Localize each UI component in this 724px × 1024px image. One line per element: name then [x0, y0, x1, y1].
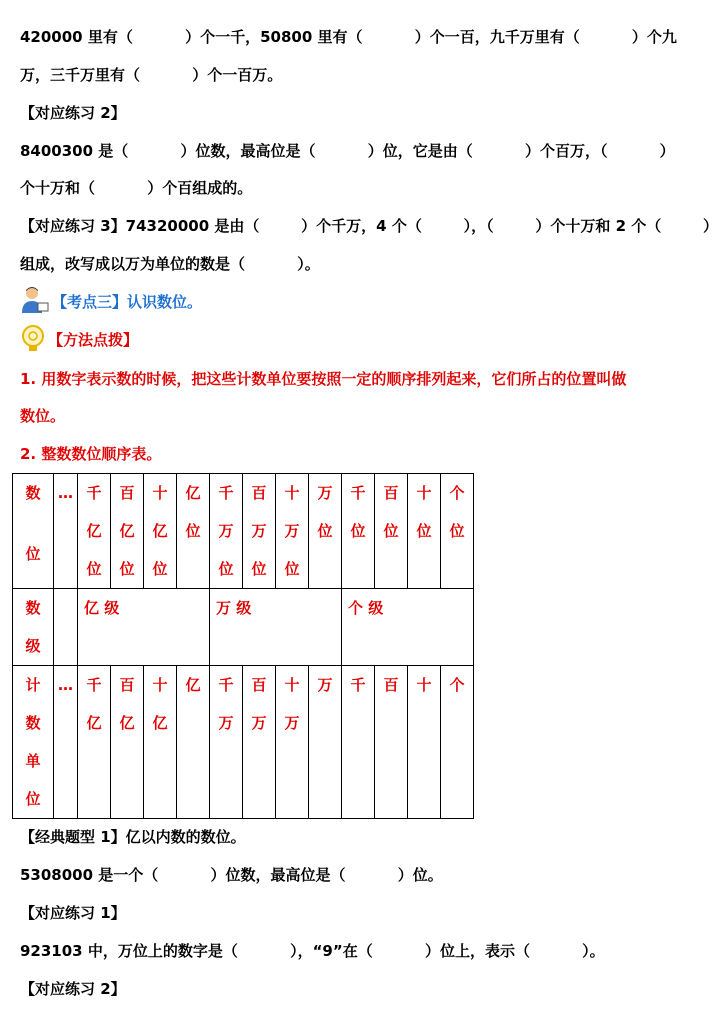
- cell-baiwei: 百 位: [375, 474, 408, 589]
- cell-qianwanwei: 千 万 位: [210, 474, 243, 589]
- cell-shiwei: 十 位: [408, 474, 441, 589]
- unit-qianyi: 千 亿: [78, 666, 111, 819]
- unit-baiwan: 百 万: [243, 666, 276, 819]
- level-yi: 亿 级: [78, 589, 210, 666]
- question-line-6: 【对应练习 3】74320000 是由（ ）个千万，4 个（ ），（ ）个十万和 2 个（ ）: [20, 217, 719, 235]
- teacher-icon: [18, 285, 50, 315]
- question-line-7: 组成，改写成以万为单位的数是（ ）。: [20, 255, 320, 273]
- level-wan: 万 级: [210, 589, 342, 666]
- unit-baiyi: 百 亿: [111, 666, 144, 819]
- row-header-jishudanwei: 计 数 单 位: [13, 666, 54, 819]
- question-line-4: 8400300 是（ ）位数，最高位是（ ）位，它是由（ ）个百万，（ ）: [20, 142, 675, 160]
- unit-shiyi: 十 亿: [144, 666, 177, 819]
- exercise-heading-2: 【对应练习 2】: [20, 104, 126, 122]
- section-title-kaodian: 【考点三】认识数位。: [52, 293, 203, 311]
- cell-shiwanwei: 十 万 位: [276, 474, 309, 589]
- place-value-table: [12, 473, 474, 819]
- unit-ge: 个: [441, 666, 474, 819]
- unit-yi: 亿: [177, 666, 210, 819]
- level-ge: 个 级: [342, 589, 474, 666]
- unit-shiwan: 十 万: [276, 666, 309, 819]
- unit-wan: 万: [309, 666, 342, 819]
- unit-qianwan: 千 万: [210, 666, 243, 819]
- cell-baiyiwei: 百 亿 位: [111, 474, 144, 589]
- question-line-2: 万，三千万里有（ ）个一百万。: [20, 66, 283, 84]
- table-row-shuji: [13, 589, 474, 666]
- cell-empty: [54, 589, 78, 666]
- row-header-shuwei: 数 位: [13, 474, 54, 589]
- method-line-2: 数位。: [20, 407, 66, 425]
- method-line-3: 2. 整数数位顺序表。: [20, 445, 162, 463]
- table-row-jishudanwei: [13, 666, 474, 819]
- classic-question-heading: 【经典题型 1】亿以内数的数位。: [20, 828, 246, 846]
- cell-shiyiwei: 十 亿 位: [144, 474, 177, 589]
- cell-ellipsis: …: [54, 474, 78, 589]
- row-header-shuji: 数 级: [13, 589, 54, 666]
- cell-wanwei: 万 位: [309, 474, 342, 589]
- unit-qian: 千: [342, 666, 375, 819]
- exercise-question-line: 923103 中，万位上的数字是（ ），“9”在（ ）位上，表示（ ）。: [20, 942, 605, 960]
- method-heading: 【方法点拨】: [48, 331, 139, 349]
- table-row-shuwei: [13, 474, 474, 589]
- cell-gewei: 个 位: [441, 474, 474, 589]
- lightbulb-icon: [20, 324, 46, 354]
- cell-baiwanwei: 百 万 位: [243, 474, 276, 589]
- cell-qianwei: 千 位: [342, 474, 375, 589]
- cell-yiwei: 亿 位: [177, 474, 210, 589]
- cell-qianyiwei: 千 亿 位: [78, 474, 111, 589]
- question-line-5: 个十万和（ ）个百组成的。: [20, 179, 253, 197]
- unit-bai: 百: [375, 666, 408, 819]
- unit-ellipsis: …: [54, 666, 78, 819]
- exercise-heading-1: 【对应练习 1】: [20, 904, 126, 922]
- exercise-heading-2b: 【对应练习 2】: [20, 980, 126, 998]
- question-line-1: 420000 里有（ ）个一千，50800 里有（ ）个一百，九千万里有（ ）个九: [20, 28, 677, 46]
- unit-shi: 十: [408, 666, 441, 819]
- classic-question-line: 5308000 是一个（ ）位数，最高位是（ ）位。: [20, 866, 443, 884]
- method-line-1: 1. 用数字表示数的时候，把这些计数单位要按照一定的顺序排列起来，它们所占的位置叫做: [20, 370, 627, 388]
